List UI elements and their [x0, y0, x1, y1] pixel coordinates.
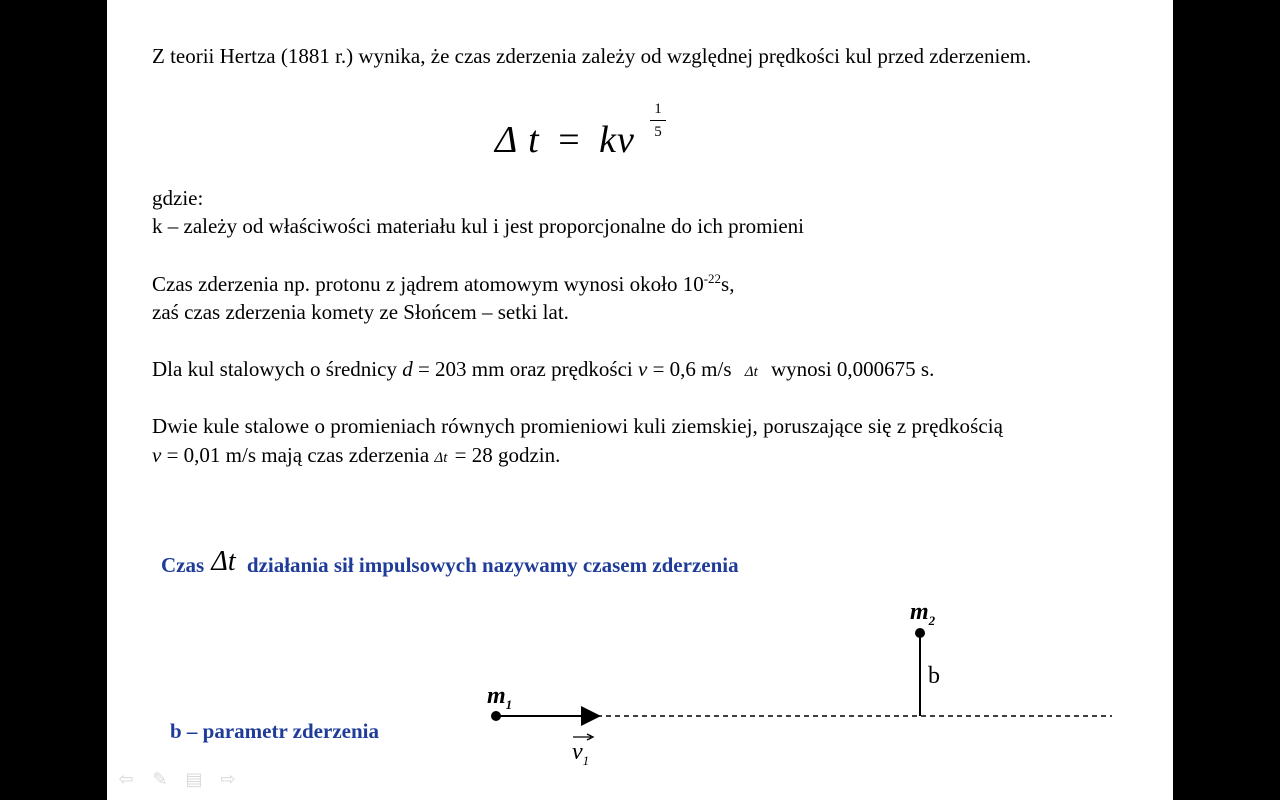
menu-icon[interactable]: ▤ — [185, 769, 203, 790]
earth-line-1: Dwie kule stalowe o promieniach równych promieniowi kuli ziemskiej, poruszające się z prędkością — [152, 414, 1003, 438]
m2-sub: 2 — [928, 612, 936, 628]
comet-line: zaś czas zderzenia komety ze Słońcem – setki lat. — [152, 300, 569, 324]
collision-diagram — [107, 0, 1173, 800]
v1-sub: 1 — [582, 752, 590, 768]
slideshow-nav — [115, 770, 239, 790]
steel-text-4: wynosi 0,000675 s. — [771, 357, 935, 381]
impulse-suffix: działania sił impulsowych nazywamy czasem zderzenia — [246, 553, 739, 577]
steel-text-2: = 203 mm oraz prędkości — [412, 357, 638, 381]
m1-sub: 1 — [505, 696, 513, 712]
exp-numerator: 1 — [654, 101, 662, 117]
b-label: b — [928, 663, 940, 689]
earth-v: v — [152, 443, 162, 467]
m1-label — [487, 682, 512, 719]
proton-text-b: s, — [721, 272, 735, 296]
pen-icon[interactable]: ✎ — [152, 769, 168, 790]
formula-lhs: Δ t — [495, 119, 540, 161]
proton-text-a: Czas zderzenia np. protonu z jądrem atomowym wynosi około 10 — [152, 272, 704, 296]
intro-text: Z teorii Hertza (1881 r.) wynika, że czas zderzenia zależy od względnej prędkości kul przed zderzeniem. — [152, 44, 1032, 68]
steel-text-3: = 0,6 m/s — [647, 357, 737, 381]
impulse-prefix: Czas — [161, 553, 205, 577]
impulse-dt: Δt — [211, 546, 236, 577]
steel-dt: Δt — [744, 364, 758, 380]
proton-exponent: -22 — [703, 271, 722, 286]
v1-label — [572, 738, 589, 775]
arrow-right-icon[interactable]: ⇨ — [220, 769, 236, 790]
slide — [107, 0, 1173, 800]
steel-text-1: Dla kul stalowych o średnicy — [152, 357, 403, 381]
arrow-left-icon[interactable]: ⇦ — [118, 769, 134, 790]
steel-d: d — [402, 357, 413, 381]
m2-label — [910, 598, 935, 635]
steel-v: v — [638, 357, 648, 381]
v1-letter: v — [572, 739, 583, 765]
earth-text-2: = 28 godzin. — [449, 443, 561, 467]
formula-rhs: kv — [599, 119, 635, 161]
where-label: gdzie: — [152, 186, 204, 210]
m1-letter: m — [487, 683, 506, 709]
m2-letter: m — [910, 599, 929, 625]
earth-dt: Δt — [434, 450, 448, 466]
param-label: b – parametr zderzenia — [170, 719, 379, 743]
earth-text-1: = 0,01 m/s mają czas zderzenia — [161, 443, 435, 467]
k-definition: k – zależy od właściwości materiału kul i jest proporcjonalne do ich promieni — [152, 214, 804, 238]
formula-eq: = — [558, 119, 581, 161]
exp-denominator: 5 — [654, 124, 662, 140]
